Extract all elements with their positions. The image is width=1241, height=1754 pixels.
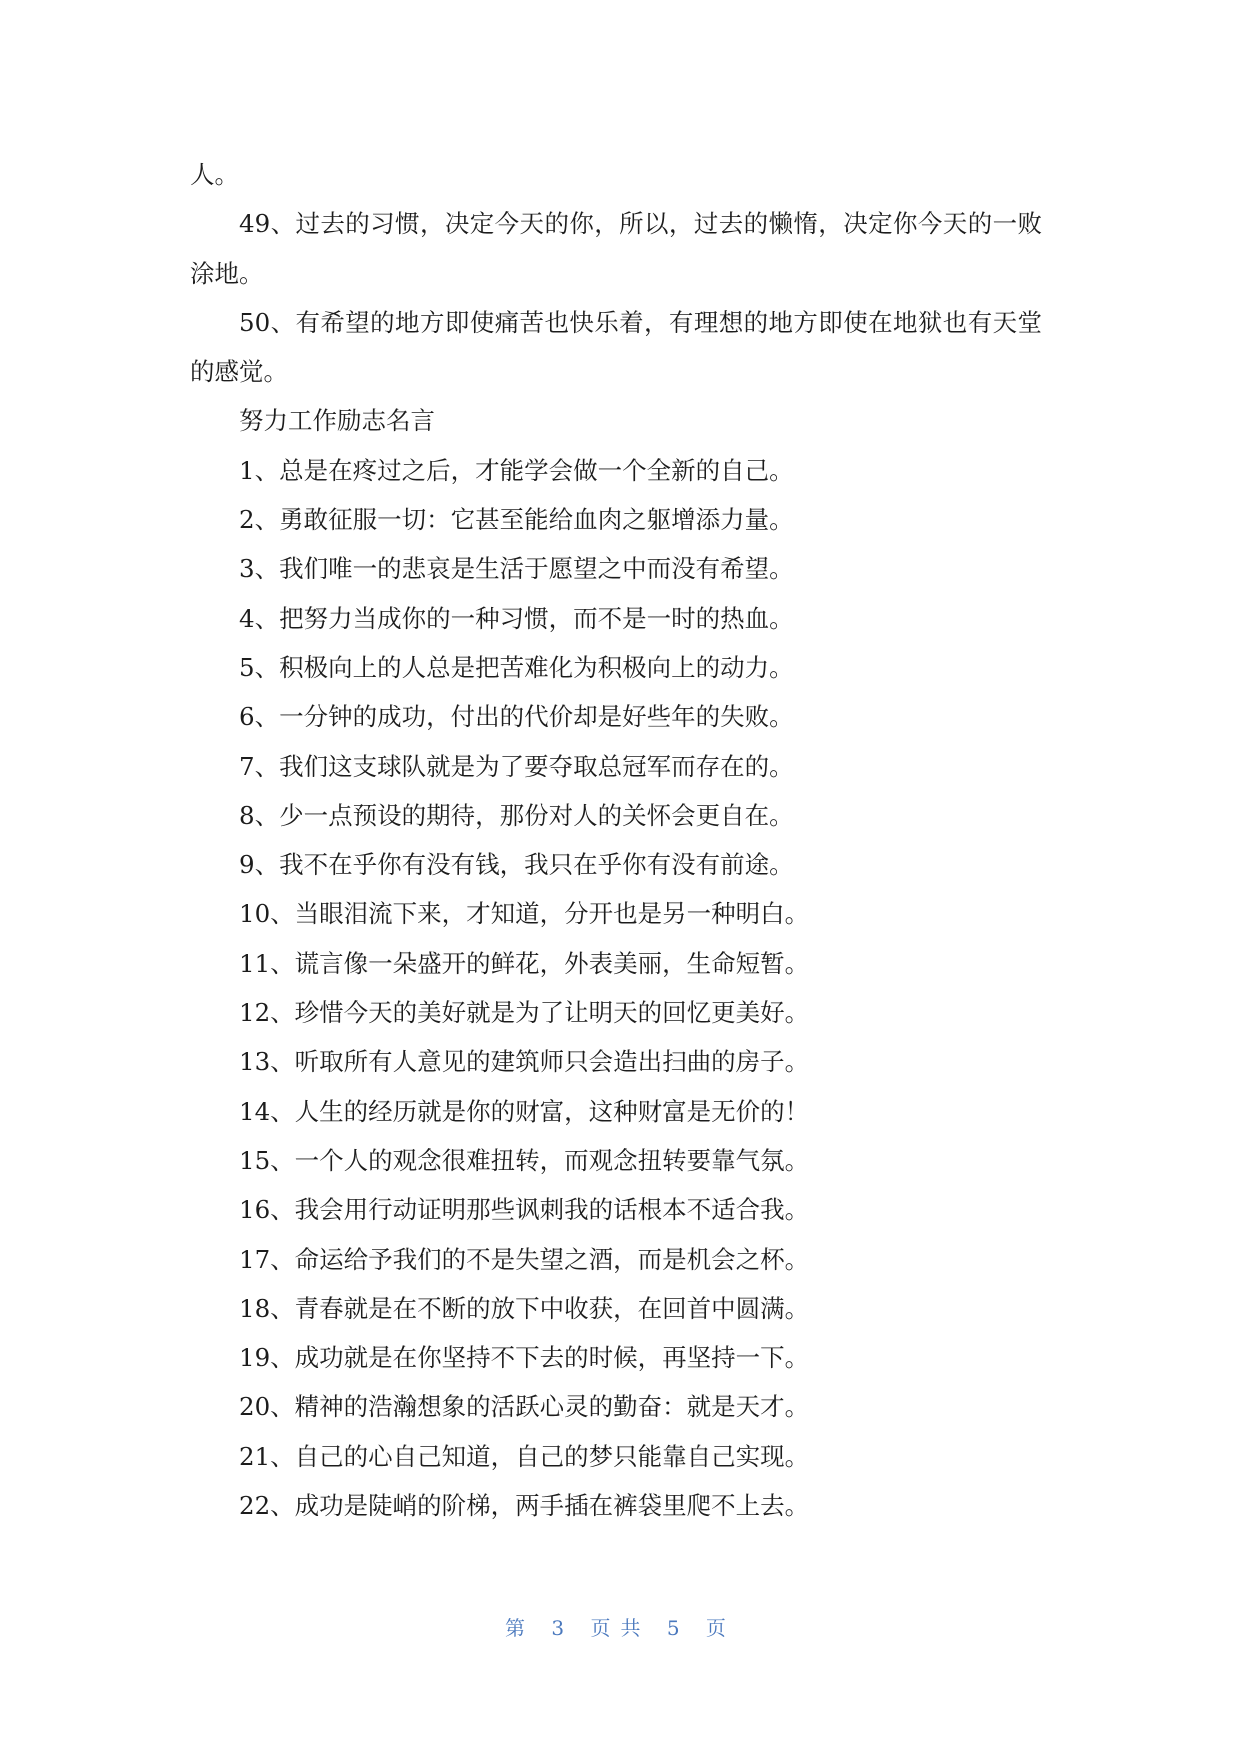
- quote-item: 18、青春就是在不断的放下中收获，在回首中圆满。: [239, 1293, 810, 1323]
- quote-item: 19、成功就是在你坚持不下去的时候，再坚持一下。: [239, 1343, 810, 1373]
- quote-item: 20、精神的浩瀚想象的活跃心灵的勤奋：就是天才。: [239, 1392, 810, 1422]
- document-body: [190, 150, 1042, 1530]
- quote-item: 16、我会用行动证明那些讽刺我的话根本不适合我。: [239, 1195, 810, 1225]
- quote-item: 15、一个人的观念很难扭转，而观念扭转要靠气氛。: [239, 1145, 810, 1175]
- quote-item: 17、命运给予我们的不是失望之酒，而是机会之杯。: [239, 1244, 810, 1274]
- quote-item: 14、人生的经历就是你的财富，这种财富是无价的！: [239, 1096, 810, 1126]
- quote-paragraph: 49、过去的习惯，决定今天的你，所以，过去的懒惰，决定你今天的一败涂地。: [190, 209, 1042, 288]
- quote-item: 4、把努力当成你的一种习惯，而不是一时的热血。: [239, 603, 794, 633]
- continuation-text: 人。: [190, 160, 239, 189]
- quote-paragraph: 50、有希望的地方即使痛苦也快乐着，有理想的地方即使在地狱也有天堂的感觉。: [190, 307, 1042, 387]
- quote-item: 9、我不在乎你有没有钱，我只在乎你有没有前途。: [239, 850, 794, 880]
- quote-item: 8、少一点预设的期待，那份对人的关怀会更自在。: [239, 800, 794, 830]
- quote-item: 2、勇敢征服一切：它甚至能给血肉之躯增添力量。: [239, 505, 794, 535]
- quote-item: 6、一分钟的成功，付出的代价却是好些年的失败。: [239, 702, 794, 732]
- quote-item: 21、自己的心自己知道，自己的梦只能靠自己实现。: [239, 1441, 810, 1471]
- quote-item: 22、成功是陡峭的阶梯，两手插在裤袋里爬不上去。: [239, 1491, 810, 1521]
- quote-item: 13、听取所有人意见的建筑师只会造出扫曲的房子。: [239, 1047, 810, 1077]
- quote-item: 10、当眼泪流下来，才知道，分开也是另一种明白。: [239, 899, 810, 929]
- quote-item: 5、积极向上的人总是把苦难化为积极向上的动力。: [239, 652, 794, 682]
- quote-item: 12、珍惜今天的美好就是为了让明天的回忆更美好。: [239, 998, 810, 1028]
- section-heading: 努力工作励志名言: [239, 406, 435, 436]
- quote-item: 11、谎言像一朵盛开的鲜花，外表美丽，生命短暂。: [239, 948, 810, 978]
- page-footer: 第 3 页共 5 页: [505, 1616, 736, 1640]
- quote-item: 7、我们这支球队就是为了要夺取总冠军而存在的。: [239, 751, 794, 781]
- quote-item: 3、我们唯一的悲哀是生活于愿望之中而没有希望。: [239, 554, 794, 584]
- quote-item: 1、总是在疼过之后，才能学会做一个全新的自己。: [239, 455, 794, 485]
